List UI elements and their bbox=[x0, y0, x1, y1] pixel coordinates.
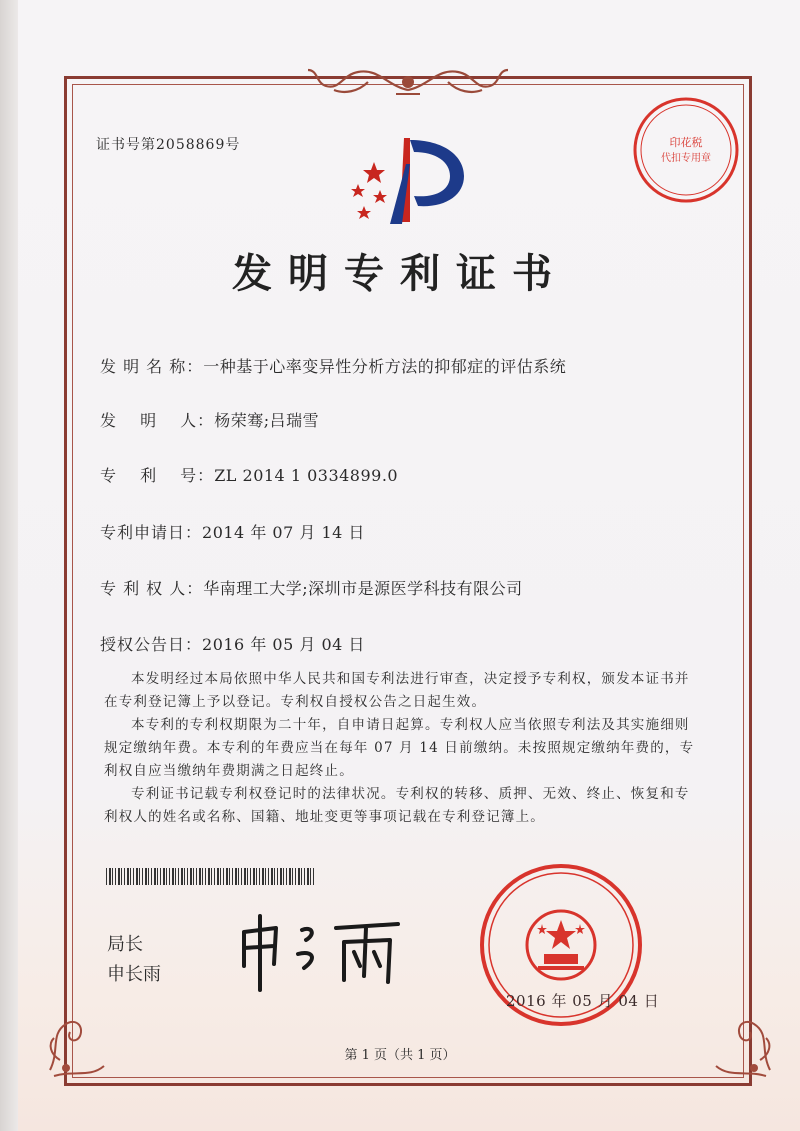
body-paragraph: 本发明经过本局依照中华人民共和国专利法进行审查，决定授予专利权，颁发本证书并在专利登记簿上予以登记。专利权自授权公告之日起生效。 bbox=[104, 671, 690, 710]
cnipa-logo-icon bbox=[344, 134, 474, 228]
body-paragraph: 专利证书记载专利权登记时的法律状况。专利权的转移、质押、无效、终止、恢复和专利权人的姓名或名称、国籍、地址变更等事项记载在专利登记簿上。 bbox=[104, 786, 690, 825]
barcode bbox=[106, 868, 314, 885]
seal-date: 2016 年 05 月 04 日 bbox=[506, 992, 660, 1010]
field-value: 华南理工大学;深圳市是源医学科技有限公司 bbox=[203, 579, 523, 598]
page-title: 发明专利证书 bbox=[232, 250, 568, 297]
body-paragraph: 本专利的专利权期限为二十年，自申请日起算。专利权人应当依照专利法及其实施细则规定缴纳年费。本专利的年费应当在每年 07 月 14 日前缴纳。未按照规定缴纳年费的，专利权自应当缴纳年费期满之日起终止。 bbox=[104, 717, 695, 779]
inventor-field bbox=[100, 408, 319, 431]
application-date-field bbox=[100, 520, 365, 543]
svg-text:代扣专用章: 代扣专用章 bbox=[661, 153, 711, 164]
top-ornament-icon bbox=[288, 56, 528, 100]
bottom-right-ornament-icon bbox=[700, 1000, 780, 1080]
field-value: ZL 2014 1 0334899.0 bbox=[214, 466, 399, 485]
field-value: 一种基于心率变异性分析方法的抑郁症的评估系统 bbox=[203, 357, 567, 376]
bottom-left-ornament-icon bbox=[40, 1000, 120, 1080]
invention-name-field bbox=[100, 354, 566, 377]
director-signature-icon bbox=[232, 906, 412, 994]
field-value: 2016 年 05 月 04 日 bbox=[202, 635, 365, 654]
svg-text:印花税: 印花税 bbox=[669, 136, 703, 149]
field-label: 授权公告日： bbox=[100, 635, 203, 654]
scan-edge bbox=[0, 0, 18, 1131]
tax-stamp-seal-icon bbox=[630, 94, 742, 206]
field-label: 专 利 权 人： bbox=[100, 579, 204, 598]
patent-number-field bbox=[100, 463, 398, 486]
field-label: 发 明 人： bbox=[100, 411, 215, 430]
patentee-field bbox=[100, 576, 523, 599]
director-name: 申长雨 bbox=[107, 964, 161, 985]
page-number: 第 1 页（共 1 页） bbox=[344, 1048, 456, 1063]
certificate-number: 证书号第2058869号 bbox=[96, 137, 241, 153]
director-title: 局长 bbox=[107, 934, 143, 955]
field-label: 专利申请日： bbox=[100, 523, 203, 542]
field-value: 2014 年 07 月 14 日 bbox=[202, 523, 365, 542]
grant-date-field bbox=[100, 632, 365, 655]
field-value: 杨荣骞;吕瑞雪 bbox=[214, 411, 320, 430]
field-label: 专 利 号： bbox=[100, 466, 215, 485]
field-label: 发 明 名 称： bbox=[100, 357, 204, 376]
